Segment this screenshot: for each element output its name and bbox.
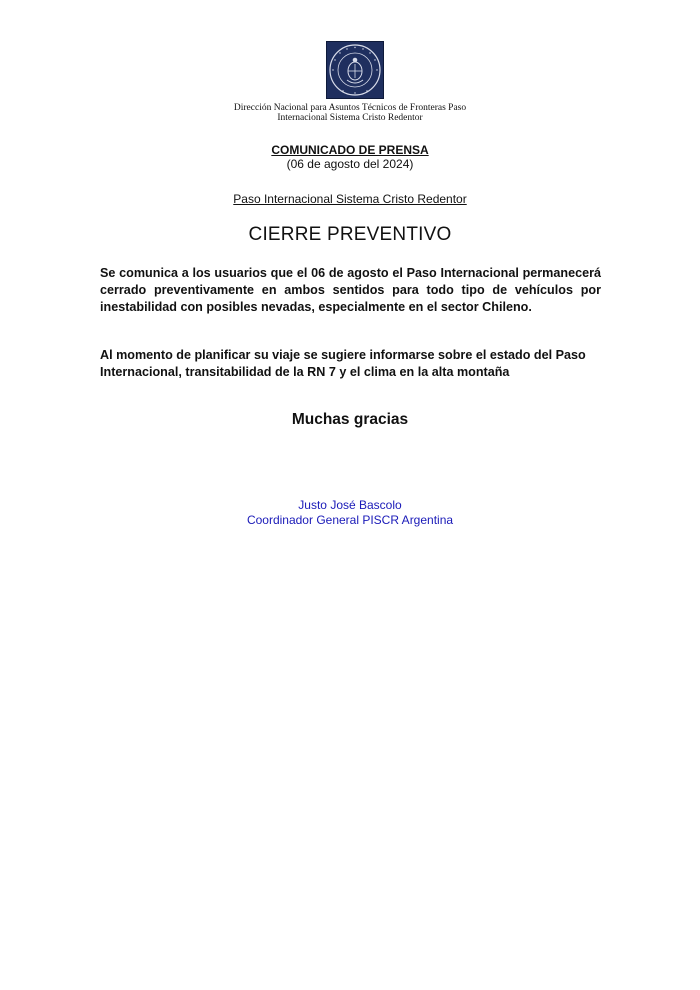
closure-notice-paragraph: Se comunica a los usuarios que el 06 de agosto el Paso Internacional permanecerá cerrado preventivamente en ambos sentidos para todo tipo de vehículos por inestabilidad con posibles nevadas, especialmente en el sector Chileno. xyxy=(100,266,601,314)
press-release-title: COMUNICADO DE PRENSA xyxy=(271,143,429,157)
border-crossing-name: Paso Internacional Sistema Cristo Redentor xyxy=(233,192,467,206)
coat-of-arms-seal-icon xyxy=(326,41,384,99)
closing-thanks: Muchas gracias xyxy=(291,411,409,428)
agency-name-line-1: Dirección Nacional para Asuntos Técnicos de Fronteras Paso xyxy=(233,103,467,113)
agency-name-line-2: Internacional Sistema Cristo Redentor xyxy=(277,113,423,123)
signatory-name: Justo José Bascolo xyxy=(298,498,402,512)
headline: CIERRE PREVENTIVO xyxy=(248,224,452,245)
travel-advice-paragraph: Al momento de planificar su viaje se sugiere informarse sobre el estado del Paso Internacional, transitabilidad de la RN 7 y el clima en la alta montaña xyxy=(100,348,586,379)
press-release-date: (06 de agosto del 2024) xyxy=(286,157,414,171)
signatory-role: Coordinador General PISCR Argentina xyxy=(246,513,454,527)
